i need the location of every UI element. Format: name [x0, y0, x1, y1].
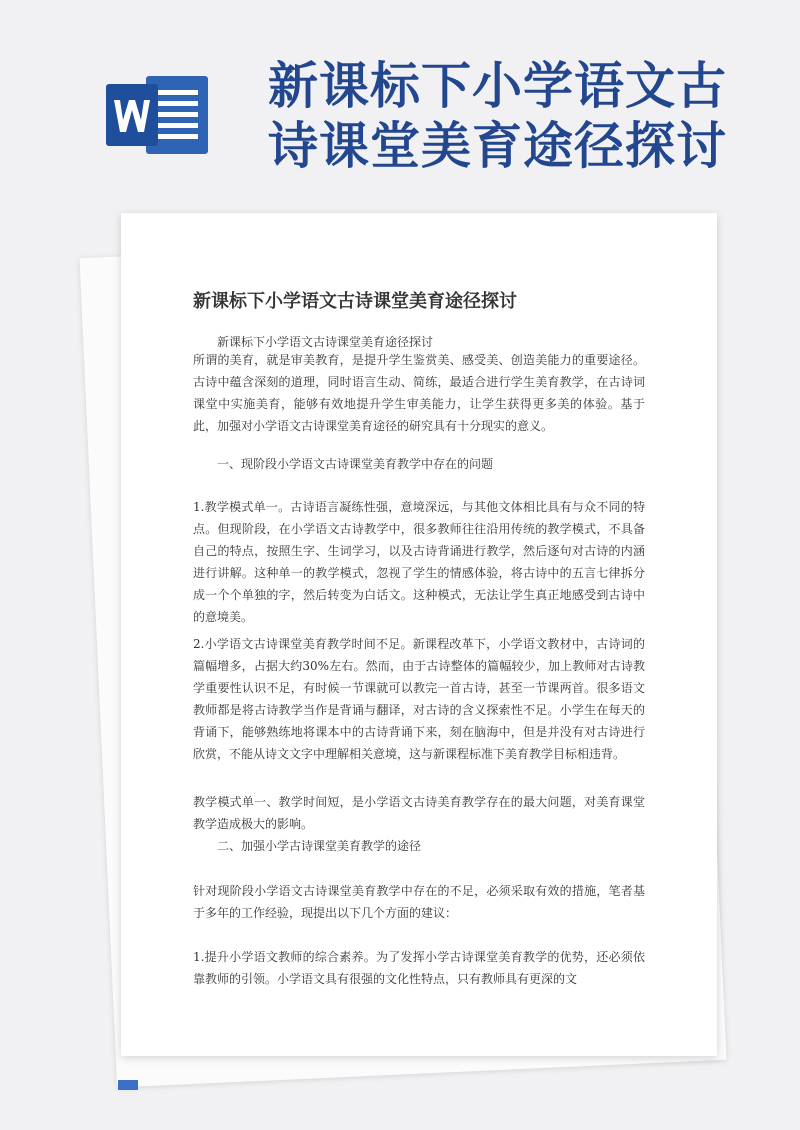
paragraph-point-2: 2.小学语文古诗课堂美育教学时间不足。新课程改革下，小学语文教材中，古诗词的篇幅增多，占据大约30%左右。然而，由于古诗整体的篇幅较少，加上教师对古诗教学重要性认识不足，有时候一节课就可以教完一首古诗，甚至一节课两首。很多语文教师都是将古诗教学当作是背诵与翻译，对古诗的含义探索性不足。小学生在每天的背诵下，能够熟练地将课本中的古诗背诵下来，刻在脑海中，但是并没有对古诗进行欣赏，不能从诗文文字中理解相关意境，这与新课程标准下美育教学目标相违背。 [193, 637, 645, 761]
document-page [121, 213, 717, 1056]
paragraph-repeat-title: 新课标下小学语文古诗课堂美育途径探讨 [217, 335, 434, 349]
header-banner [0, 0, 800, 210]
paragraph-measures: 针对现阶段小学语文古诗课堂美育教学中存在的不足，必须采取有效的措施，笔者基于多年的工作经验，现提出以下几个方面的建议： [193, 884, 645, 920]
section-heading-1: 一、现阶段小学语文古诗课堂美育教学中存在的问题 [217, 457, 494, 471]
paragraph-point-1: 1.教学模式单一。古诗语言凝练性强，意境深远，与其他文体相比具有与众不同的特点。但现阶段，在小学语文古诗教学中，很多教师往往沿用传统的教学模式，不具备自己的特点，按照生字、生词学习，以及古诗背诵进行教学，然后逐句对古诗的内涵进行讲解。这种单一的教学模式，忽视了学生的情感体验，将古诗中的五言七律拆分成一个个单独的字，然后转变为白话文。这种模式，无法让学生真正地感受到古诗中的意境美。 [193, 500, 645, 624]
paragraph-intro: 所谓的美育，就是审美教育，是提升学生鉴赏美、感受美、创造美能力的重要途径。古诗中蕴含深刻的道理，同时语言生动、简练，最适合进行学生美育教学，在古诗词课堂中实施美育，能够有效地提升学生审美能力，让学生获得更多美的体验。基于此，加强对小学语文古诗课堂美育途径的研究具有十分现实的意义。 [193, 353, 645, 433]
document-title: 新课标下小学语文古诗课堂美育途径探讨 [193, 291, 517, 312]
section-heading-2: 二、加强小学古诗课堂美育教学的途径 [217, 839, 422, 853]
word-document-icon [106, 70, 214, 160]
paragraph-suggestion-1: 1.提升小学语文教师的综合素养。为了发挥小学古诗课堂美育教学的优势，还必须依靠教师的引领。小学语文具有很强的文化性特点，只有教师具有更深的文 [193, 950, 645, 986]
page-title: 新课标下小学语文古诗课堂美育途径探讨 [268, 57, 727, 175]
corner-mark [118, 1080, 138, 1090]
paragraph-summary: 教学模式单一、教学时间短，是小学语文古诗美育教学存在的最大问题，对美育课堂教学造成极大的影响。 [193, 795, 645, 831]
